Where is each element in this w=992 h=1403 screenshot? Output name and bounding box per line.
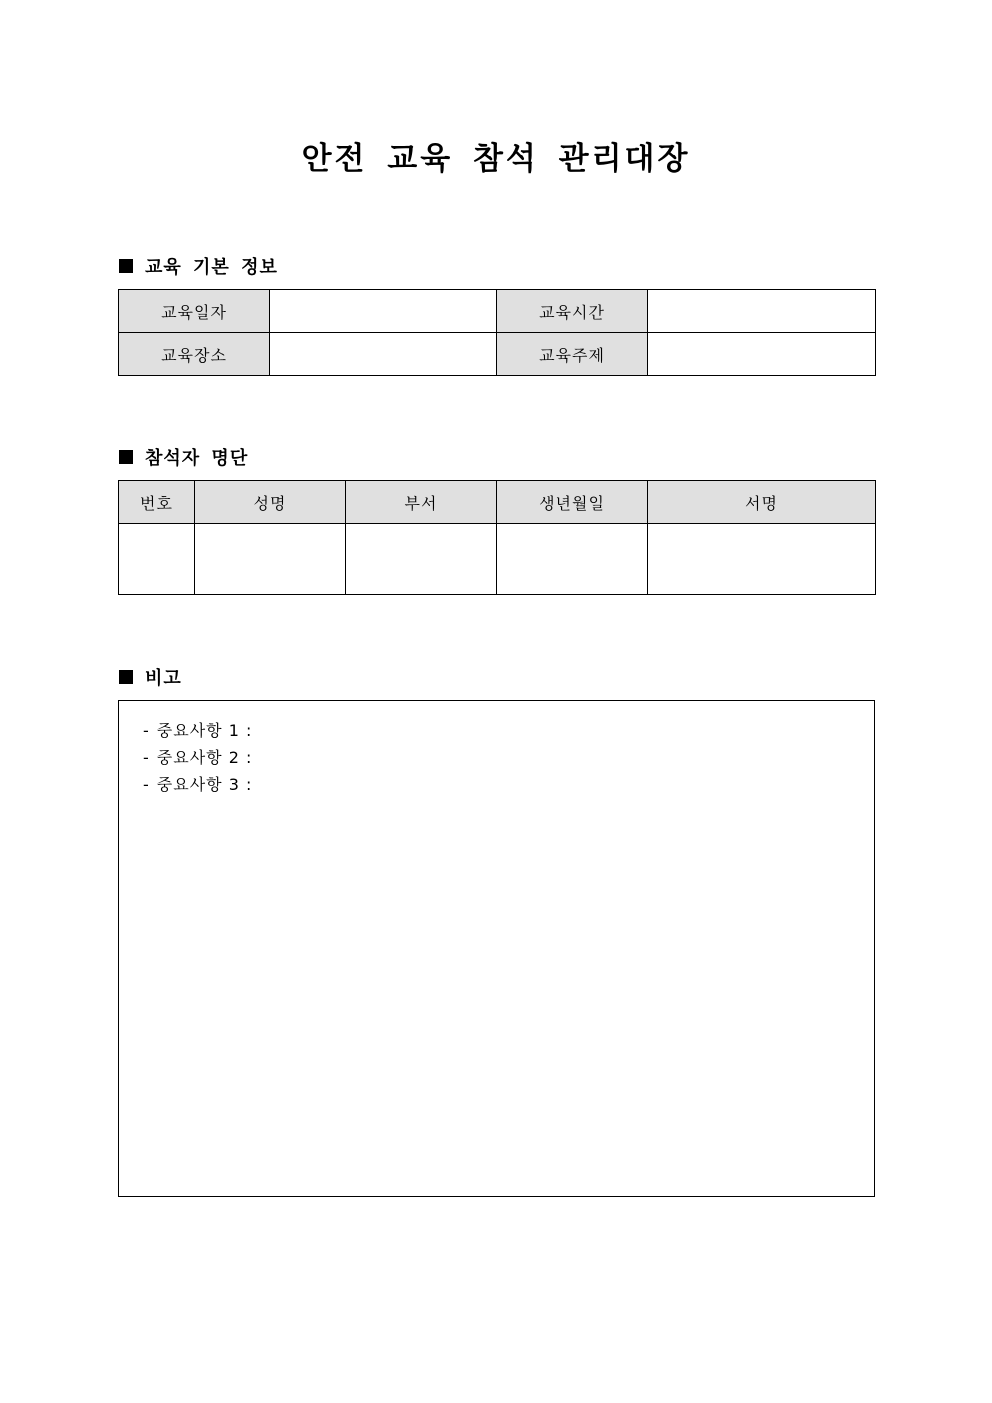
section-heading-label: 비고	[145, 668, 182, 689]
column-header-name: 성명	[195, 481, 346, 524]
time-label: 교육시간	[497, 290, 648, 333]
topic-label: 교육주제	[497, 333, 648, 376]
column-header-signature: 서명	[648, 481, 876, 524]
time-field[interactable]	[648, 290, 876, 333]
remarks-item-dash: -	[143, 775, 150, 794]
column-header-department: 부서	[346, 481, 497, 524]
number-cell[interactable]	[119, 524, 195, 595]
table-row	[119, 524, 876, 595]
place-field[interactable]	[270, 333, 497, 376]
date-label: 교육일자	[119, 290, 270, 333]
basic-info-table	[118, 289, 876, 376]
page-title: 안전 교육 참석 관리대장	[301, 141, 691, 177]
department-cell[interactable]	[346, 524, 497, 595]
remarks-item-text: 중요사항 3 :	[156, 775, 253, 794]
remarks-item-text: 중요사항 1 :	[156, 721, 253, 740]
table-header-row	[119, 481, 876, 524]
remarks-item	[143, 717, 874, 744]
signature-cell[interactable]	[648, 524, 876, 595]
attendee-table	[118, 480, 876, 595]
table-row	[119, 290, 876, 333]
remarks-item	[143, 771, 874, 798]
birthdate-cell[interactable]	[497, 524, 648, 595]
remarks-item	[143, 744, 874, 771]
column-header-birthdate: 생년월일	[497, 481, 648, 524]
column-header-number: 번호	[119, 481, 195, 524]
topic-field[interactable]	[648, 333, 876, 376]
section-heading-basic-info	[119, 253, 278, 279]
remarks-item-dash: -	[143, 748, 150, 767]
name-cell[interactable]	[195, 524, 346, 595]
section-heading-attendees	[119, 444, 248, 470]
remarks-item-text: 중요사항 2 :	[156, 748, 253, 767]
section-heading-remarks	[119, 664, 182, 690]
date-field[interactable]	[270, 290, 497, 333]
table-row	[119, 333, 876, 376]
square-bullet-icon	[119, 670, 133, 684]
square-bullet-icon	[119, 450, 133, 464]
place-label: 교육장소	[119, 333, 270, 376]
section-heading-label: 교육 기본 정보	[145, 257, 278, 278]
square-bullet-icon	[119, 259, 133, 273]
remarks-box[interactable]	[118, 700, 875, 1197]
section-heading-label: 참석자 명단	[145, 448, 249, 469]
remarks-item-dash: -	[143, 721, 150, 740]
